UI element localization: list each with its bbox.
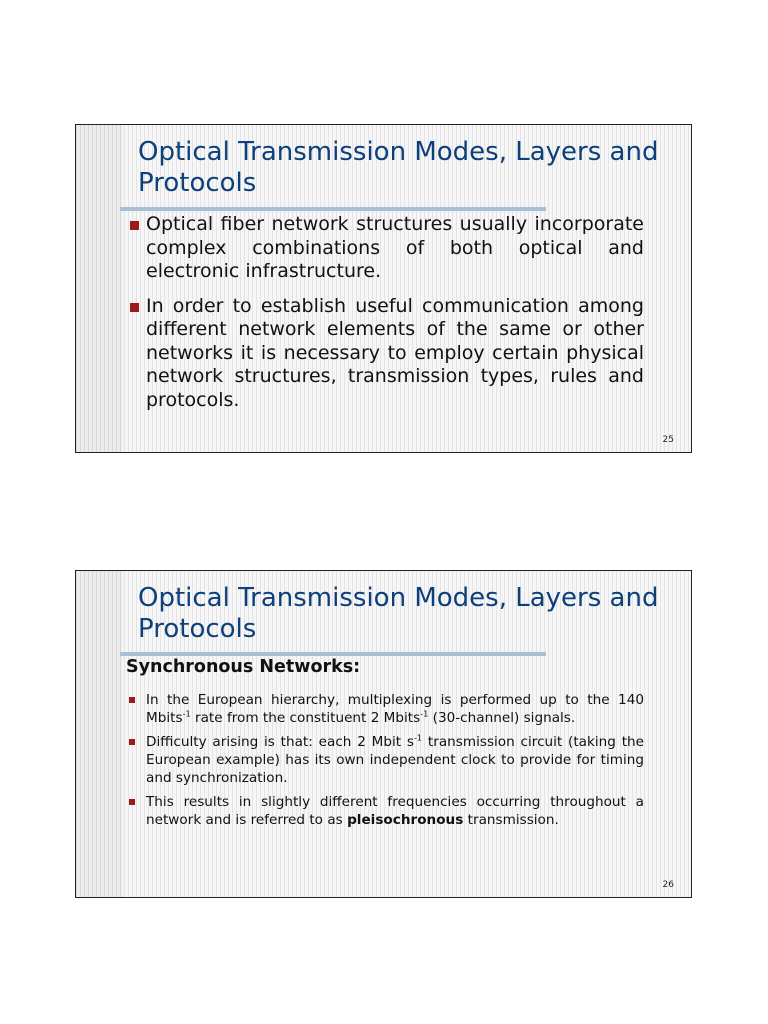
bullet-list — [146, 213, 644, 423]
bullet-text-part: transmission. — [463, 812, 559, 828]
slide-title: Optical Transmission Modes, Layers and Protocols — [138, 583, 659, 644]
bullet-text: Optical fiber network structures usually incorporate complex combinations of both optical and electronic infrastructure. — [146, 213, 644, 282]
bullet-text-part: This results in slightly different frequencies occurring throughout a network and is referred to as — [146, 794, 644, 828]
superscript: -1 — [182, 708, 191, 719]
bullet-text: In order to establish useful communication among different network elements of the same or other networks it is necessary to employ certain physical network structures, transmission types, rules and protocols. — [146, 294, 644, 411]
title-underline — [120, 652, 546, 656]
slide-side-shade — [76, 571, 122, 897]
bullet-list — [146, 691, 644, 835]
slide-title: Optical Transmission Modes, Layers and Protocols — [138, 137, 659, 198]
bullet-text-part: (30-channel) signals. — [428, 710, 576, 726]
bullet-item — [146, 793, 644, 829]
square-bullet-icon — [129, 739, 135, 745]
square-bullet-icon — [129, 697, 135, 703]
slide-subheading: Synchronous Networks: — [126, 657, 361, 677]
square-bullet-icon — [129, 799, 135, 805]
bullet-text-part: rate from the constituent 2 Mbits — [190, 710, 421, 726]
square-bullet-icon — [130, 303, 139, 312]
title-underline — [120, 207, 546, 211]
bullet-item — [146, 691, 644, 727]
bullet-item — [146, 733, 644, 787]
square-bullet-icon — [130, 221, 139, 230]
bold-term: pleisochronous — [347, 812, 464, 828]
slide-26 — [75, 570, 692, 898]
bullet-text-part: Difficulty arising is that: each 2 Mbit s — [146, 734, 414, 750]
slide-number: 26 — [662, 880, 674, 890]
bullet-item — [146, 295, 644, 413]
superscript: -1 — [413, 732, 423, 743]
bullet-text-part: In the European hierarchy, multiplexing is performed up to the 140 Mbits — [146, 692, 644, 726]
superscript: -1 — [420, 708, 429, 719]
slide-side-shade — [76, 125, 122, 452]
slide-number: 25 — [662, 435, 674, 445]
slide-25 — [75, 124, 692, 453]
bullet-item — [146, 213, 644, 284]
bullet-text-part: transmission circuit (taking the European example) has its own independent clock to provide for timing and synchronization. — [146, 734, 644, 786]
